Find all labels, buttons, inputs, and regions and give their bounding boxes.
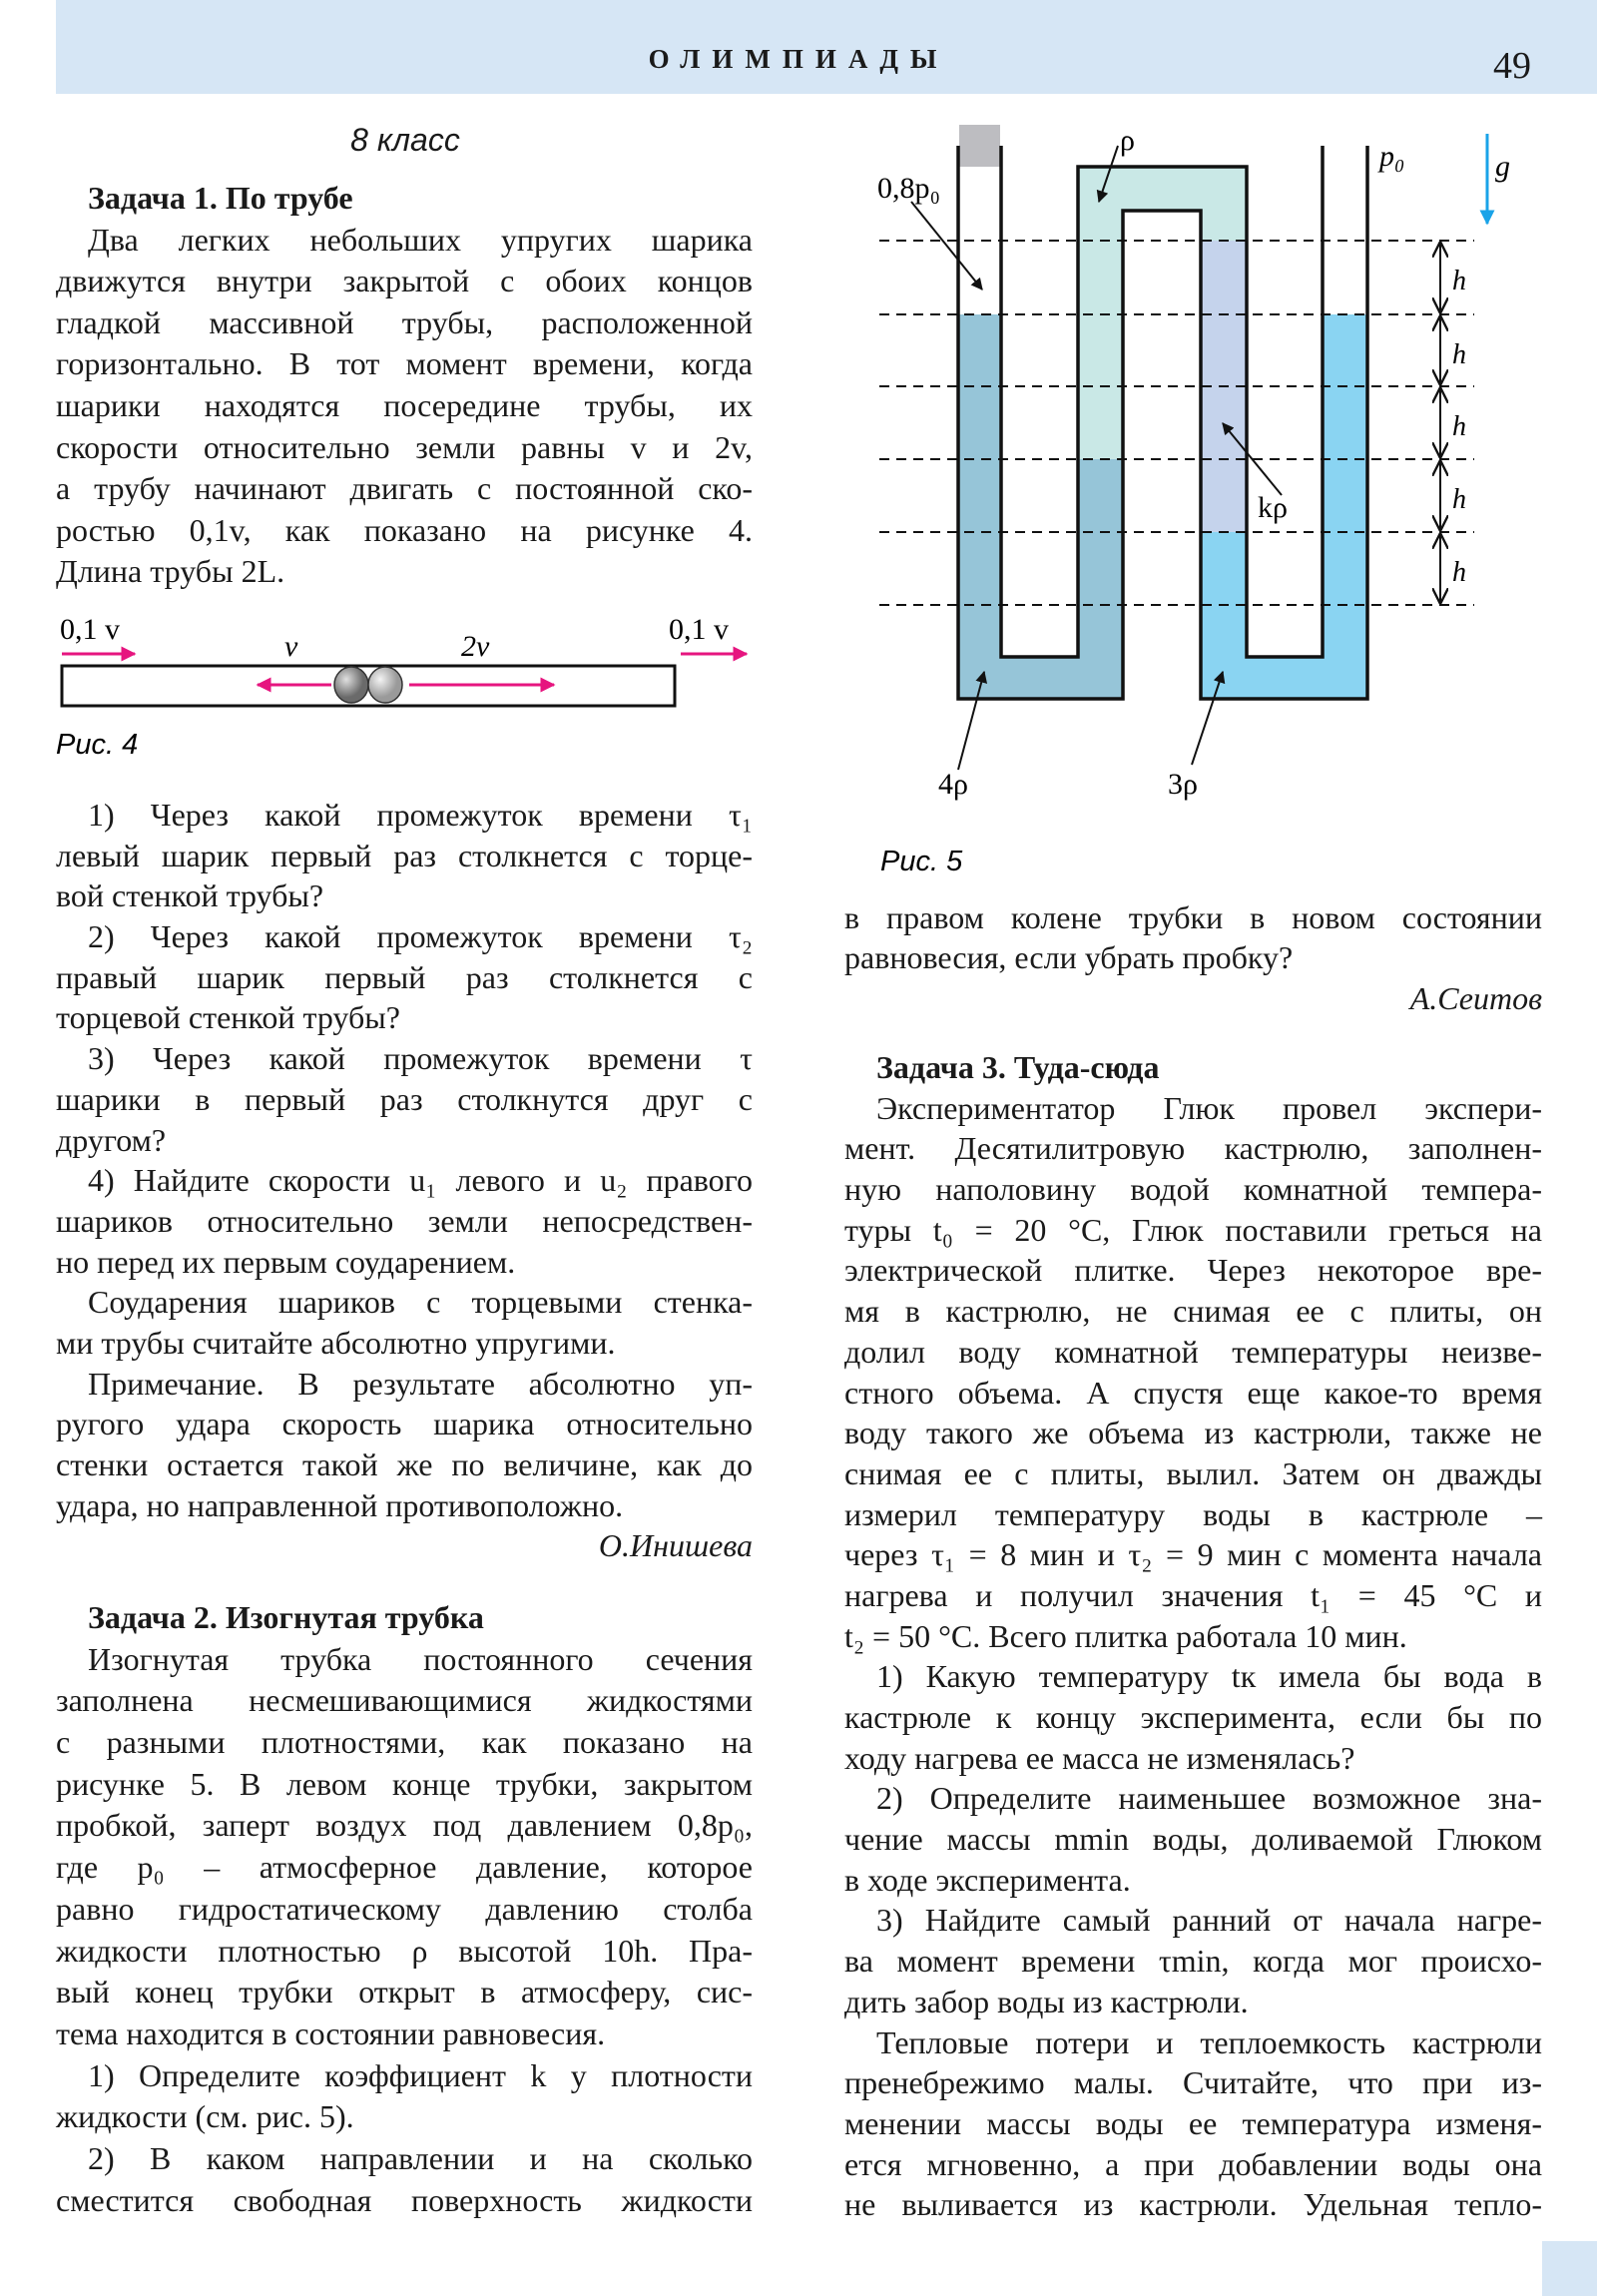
text-line: измерил температуру воды в кастрюле – <box>844 1495 1542 1532</box>
height-label: h <box>1452 339 1466 370</box>
text-line: а трубу начинают двигать с постоянной ско- <box>56 470 753 507</box>
text-line: мя в кастрюлю, не снимая ее с плиты, он <box>844 1293 1542 1330</box>
text-line: туры t₀ = 20 °C, Глюк поставили греться на <box>844 1211 1542 1248</box>
task2-continuation <box>844 897 1542 1018</box>
text-line: Экспериментатор Глюк провел экспери- <box>876 1089 1542 1126</box>
text-line: в правом колене трубки в новом состоянии <box>844 899 1542 935</box>
text-line: торцевой стенкой трубы? <box>56 999 400 1036</box>
text-line: скорости относительно земли равны v и 2v, <box>56 428 753 465</box>
text-line: левый шарик первый раз столкнется с торце- <box>56 837 753 873</box>
text-line: дить забор воды из кастрюли. <box>844 1983 1249 2019</box>
text-line: 2) Определите наименьшее возможное зна- <box>876 1780 1542 1817</box>
text-line: удара, но направленной противоположно. <box>56 1486 624 1523</box>
text-line: жидкости плотностью ρ высотой 10h. Пра- <box>56 1932 753 1969</box>
text-line: пробкой, заперт воздух под давлением 0,8p₀, <box>56 1807 753 1844</box>
tube-inner-wall <box>1001 146 1323 657</box>
ball-left <box>334 667 368 703</box>
text-line: воду такого же объема из кастрюли, также не <box>844 1415 1542 1451</box>
text-line: равно гидростатическому давлению столба <box>56 1890 753 1927</box>
task1-statement <box>56 178 753 593</box>
text-line: шарики находятся посередине трубы, их <box>56 386 753 423</box>
text-line: 1) Через какой промежуток времени τ₁ <box>88 797 753 833</box>
text-line: Соударения шариков с торцевыми стенка- <box>88 1284 753 1321</box>
text-line: Примечание. В результате абсолютно уп- <box>88 1365 753 1402</box>
text-line: нагрева и получил значения t₁ = 45 °C и <box>844 1576 1542 1613</box>
text-line: 4) Найдите скорости u₁ левого и u₂ правого <box>88 1162 753 1199</box>
task2-statement <box>56 1597 753 2221</box>
text-line: Тепловые потери и теплоемкость кастрюли <box>876 2023 1542 2060</box>
text-line: пренебрежимо малы. Считайте, что при из- <box>844 2064 1542 2101</box>
text-line: шарики в первый раз столкнутся друг с <box>56 1080 753 1117</box>
text-line: ется мгновенно, а при добавлении воды она <box>844 2145 1542 2182</box>
text-line: кастрюле к концу эксперимента, если бы по <box>844 1699 1542 1735</box>
text-line: жидкости (см. рис. 5). <box>56 2098 354 2135</box>
plug <box>959 125 1000 167</box>
text-line: сместится свободная поверхность жидкости <box>56 2181 753 2218</box>
text-line: стенки остается такой же по величине, как до <box>56 1446 753 1482</box>
right-liquid-label: 3ρ <box>1168 768 1198 801</box>
text-line: вый конец трубки открыт в атмосферу, сис- <box>56 1974 753 2010</box>
tube-speed-right-label: 0,1 v <box>669 613 729 646</box>
text-line: t₂ = 50 °C. Всего плитка работала 10 мин. <box>844 1617 1407 1654</box>
ball-right-speed-label: 2v <box>461 630 490 663</box>
plug-pressure-pointer <box>911 202 982 289</box>
text-line: ми трубы считайте абсолютно упругими. <box>56 1324 616 1361</box>
task-heading: Задача 3. Туда-сюда <box>876 1049 1160 1085</box>
text-line: 1) Какую температуру tк имела бы вода в <box>876 1658 1542 1695</box>
text-line: 3) Найдите самый ранний от начала нагре- <box>876 1902 1542 1939</box>
text-line: с разными плотностями, как показано на <box>56 1724 753 1761</box>
middle-liquid-label: kρ <box>1258 491 1288 524</box>
text-line: через τ₁ = 8 мин и τ₂ = 9 мин с момента начала <box>844 1536 1542 1573</box>
grade-label: 8 класс <box>350 122 460 158</box>
running-header-title: ОЛИМПИАДЫ <box>648 44 949 74</box>
task-heading: Задача 1. По трубе <box>88 180 353 216</box>
text-line: 3) Через какой промежуток времени τ <box>88 1040 753 1077</box>
ball-right <box>368 667 402 703</box>
figure-4 <box>40 599 779 769</box>
text-line: Длина трубы 2L. <box>56 553 285 590</box>
text-line: другом? <box>56 1121 167 1158</box>
text-line: 2) В каком направлении и на сколько <box>88 2139 753 2176</box>
height-label: h <box>1452 411 1466 442</box>
text-line: где p₀ – атмосферное давление, которое <box>56 1849 753 1886</box>
height-label: h <box>1452 484 1466 515</box>
text-line: Изогнутая трубка постоянного сечения <box>88 1640 753 1677</box>
page-number: 49 <box>1493 45 1531 87</box>
text-line: но перед их первым соударением. <box>56 1243 516 1280</box>
text-line: тема находится в состоянии равновесия. <box>56 2014 606 2051</box>
text-line: вой стенкой трубы? <box>56 877 324 914</box>
text-line: чение массы mmin воды, доливаемой Глюком <box>844 1821 1542 1858</box>
author-signature: О.Инишева <box>598 1527 753 1564</box>
text-line: горизонтально. В тот момент времени, когда <box>56 345 753 382</box>
left-liquid-label: 4ρ <box>938 768 968 801</box>
text-line: гладкой массивной трубы, расположенной <box>56 303 753 340</box>
height-label: h <box>1452 266 1466 296</box>
text-line: снимая ее с плиты, вылил. Затем он дважды <box>844 1454 1542 1491</box>
figure-5 <box>838 100 1537 878</box>
text-line: в ходе эксперимента. <box>844 1861 1131 1898</box>
text-line: ростью 0,1v, как показано на рисунке 4. <box>56 511 753 548</box>
ball-left-speed-label: v <box>284 630 298 663</box>
text-line: правый шарик первый раз столкнется с <box>56 958 753 995</box>
text-line: долил воду комнатной температуры неизве- <box>844 1333 1542 1370</box>
figure-5-caption: Рис. 5 <box>880 846 963 877</box>
text-line: мент. Десятилитровую кастрюлю, заполнен- <box>844 1130 1542 1167</box>
top-liquid-label: ρ <box>1120 124 1135 157</box>
text-line: рисунке 5. В левом конце трубки, закрытом <box>56 1765 753 1802</box>
text-line: ва момент времени τmin, когда мог происхо- <box>844 1943 1542 1980</box>
tube-speed-left-label: 0,1 v <box>60 613 120 646</box>
text-line: ходу нагрева ее масса не изменялась? <box>844 1739 1355 1776</box>
author-signature: А.Сеитов <box>1409 979 1542 1016</box>
text-line: не выливается из кастрюли. Удельная тепло- <box>844 2186 1542 2223</box>
open-pressure-label: p₀ <box>1379 140 1405 173</box>
gravity-label: g <box>1495 150 1510 183</box>
figure-4-caption: Рис. 4 <box>56 729 139 761</box>
text-line: электрической плитке. Через некоторое вре- <box>844 1252 1542 1289</box>
height-label: h <box>1452 557 1466 588</box>
tube-outer-wall <box>958 146 1367 699</box>
text-line: ную наполовину водой комнатной темпера- <box>844 1171 1542 1208</box>
text-line: менении массы воды ее температура изменя- <box>844 2104 1542 2141</box>
text-line: 1) Определите коэффициент k у плотности <box>88 2056 753 2093</box>
text-line: стного объема. А спустя еще какое-то время <box>844 1374 1542 1411</box>
text-line: Два легких небольших упругих шарика <box>88 221 753 258</box>
text-line: шариков относительно земли непосредствен- <box>56 1202 753 1239</box>
text-line: заполнена несмешивающимися жидкостями <box>56 1682 753 1719</box>
text-line: 2) Через какой промежуток времени τ₂ <box>88 918 753 955</box>
text-line: равновесия, если убрать пробку? <box>844 939 1294 976</box>
task3-statement <box>844 1047 1542 2225</box>
text-line: ругого удара скорость шарика относительно <box>56 1406 753 1442</box>
task-heading: Задача 2. Изогнутая трубка <box>88 1599 484 1635</box>
text-line: движутся внутри закрытой с обоих концов <box>56 263 753 299</box>
task1-questions <box>56 795 753 1566</box>
plug-pressure-label: 0,8p₀ <box>877 172 940 205</box>
corner-decoration <box>1542 2241 1597 2296</box>
